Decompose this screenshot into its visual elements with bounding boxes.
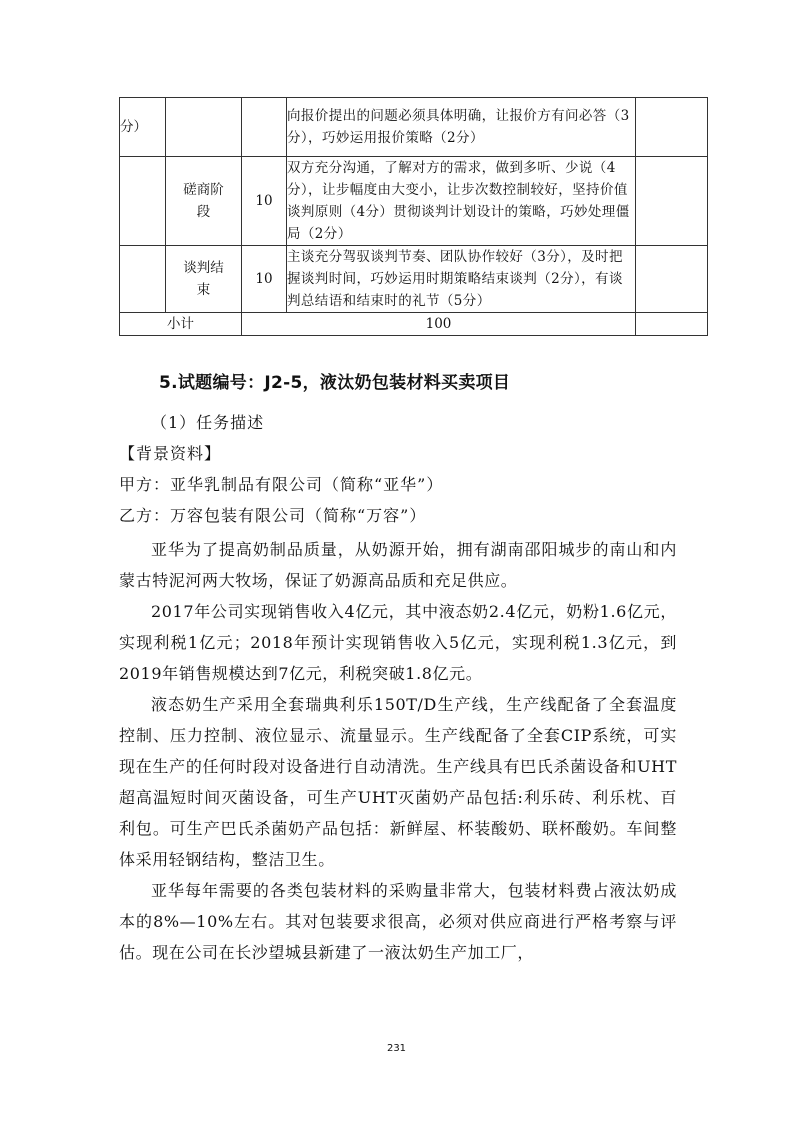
subtotal-value: 100 [242,313,636,336]
table-row [120,98,708,157]
body-text [119,534,677,968]
paragraph: 亚华每年需要的各类包装材料的采购量非常大，包装材料费占液汰奶成本的8%—10%左右。其对包装要求很高，必须对供应商进行严格考察与评估。现在公司在长沙望城县新建了一液汰奶生产加工厂， [119,881,677,962]
party-b: 乙方：万容包装有限公司（简称“万容”） [119,506,427,525]
table-cell-note [636,313,708,336]
paragraph: 液态奶生产采用全套瑞典利乐150T/D生产线，生产线配备了全套温度控制、压力控制、液位显示、流量显示。生产线配备了全套CIP系统，可实现在生产的任何时段对设备进行自动清洗。生产线具有巴氏杀菌设备和UHT超高温短时间灭菌设备，可生产UHT灭菌奶产品包括:利乐砖、利乐枕、百利包。可生产巴氏杀菌奶产品包括：新鲜屋、杯装酸奶、联杯酸奶。车间整体采用轻钢结构，整洁卫生。 [119,695,677,869]
background-title: 【背景资料】 [119,444,222,463]
stage-label: 磋商阶段 [183,182,224,220]
table-cell-category [120,157,166,246]
table-row [120,157,708,246]
table-cell-stage [166,157,242,246]
table-cell-stage [166,98,242,157]
table-cell-category: 分） [120,98,166,157]
table-cell-score: 10 [242,157,287,246]
table-cell-criteria: 双方充分沟通，了解对方的需求，做到多听、少说（4分），让步幅度由大变小，让步次数控制较好，坚持价值谈判原则（4分）贯彻谈判计划设计的策略，巧妙处理僵局（2分） [287,157,636,246]
page-number: 231 [386,1043,407,1054]
table-cell-score: 10 [242,246,287,313]
table-row-subtotal [120,313,708,336]
subtotal-label: 小计 [120,313,242,336]
paragraph: 2017年公司实现销售收入4亿元，其中液态奶2.4亿元，奶粉1.6亿元，实现利税1亿元；2018年预计实现销售收入5亿元，实现利税1.3亿元，到2019年销售规模达到7亿元，利税突破1.8亿元。 [119,602,677,683]
section-heading: 5.试题编号：J2-5，液汰奶包装材料买卖项目 [159,373,511,393]
table-cell-criteria: 向报价提出的问题必须具体明确，让报价方有问必答（3分），巧妙运用报价策略（2分） [287,98,636,157]
party-a: 甲方：亚华乳制品有限公司（简称“亚华”） [119,475,444,494]
table-cell-score [242,98,287,157]
table-row [120,246,708,313]
table-cell-note [636,157,708,246]
table-cell-note [636,246,708,313]
paragraph: 亚华为了提高奶制品质量，从奶源开始，拥有湖南邵阳城步的南山和内蒙古特泥河两大牧场，保证了奶源高品质和充足供应。 [119,540,677,590]
stage-label: 谈判结束 [183,260,224,298]
task-title: （1）任务描述 [151,413,265,432]
scoring-table [119,97,708,336]
table-cell-stage [166,246,242,313]
table-cell-note [636,98,708,157]
table-cell-category [120,246,166,313]
table-cell-criteria: 主谈充分驾驭谈判节奏、团队协作较好（3分），及时把握谈判时间，巧妙运用时期策略结束谈判（2分），有谈判总结语和结束时的礼节（5分） [287,246,636,313]
